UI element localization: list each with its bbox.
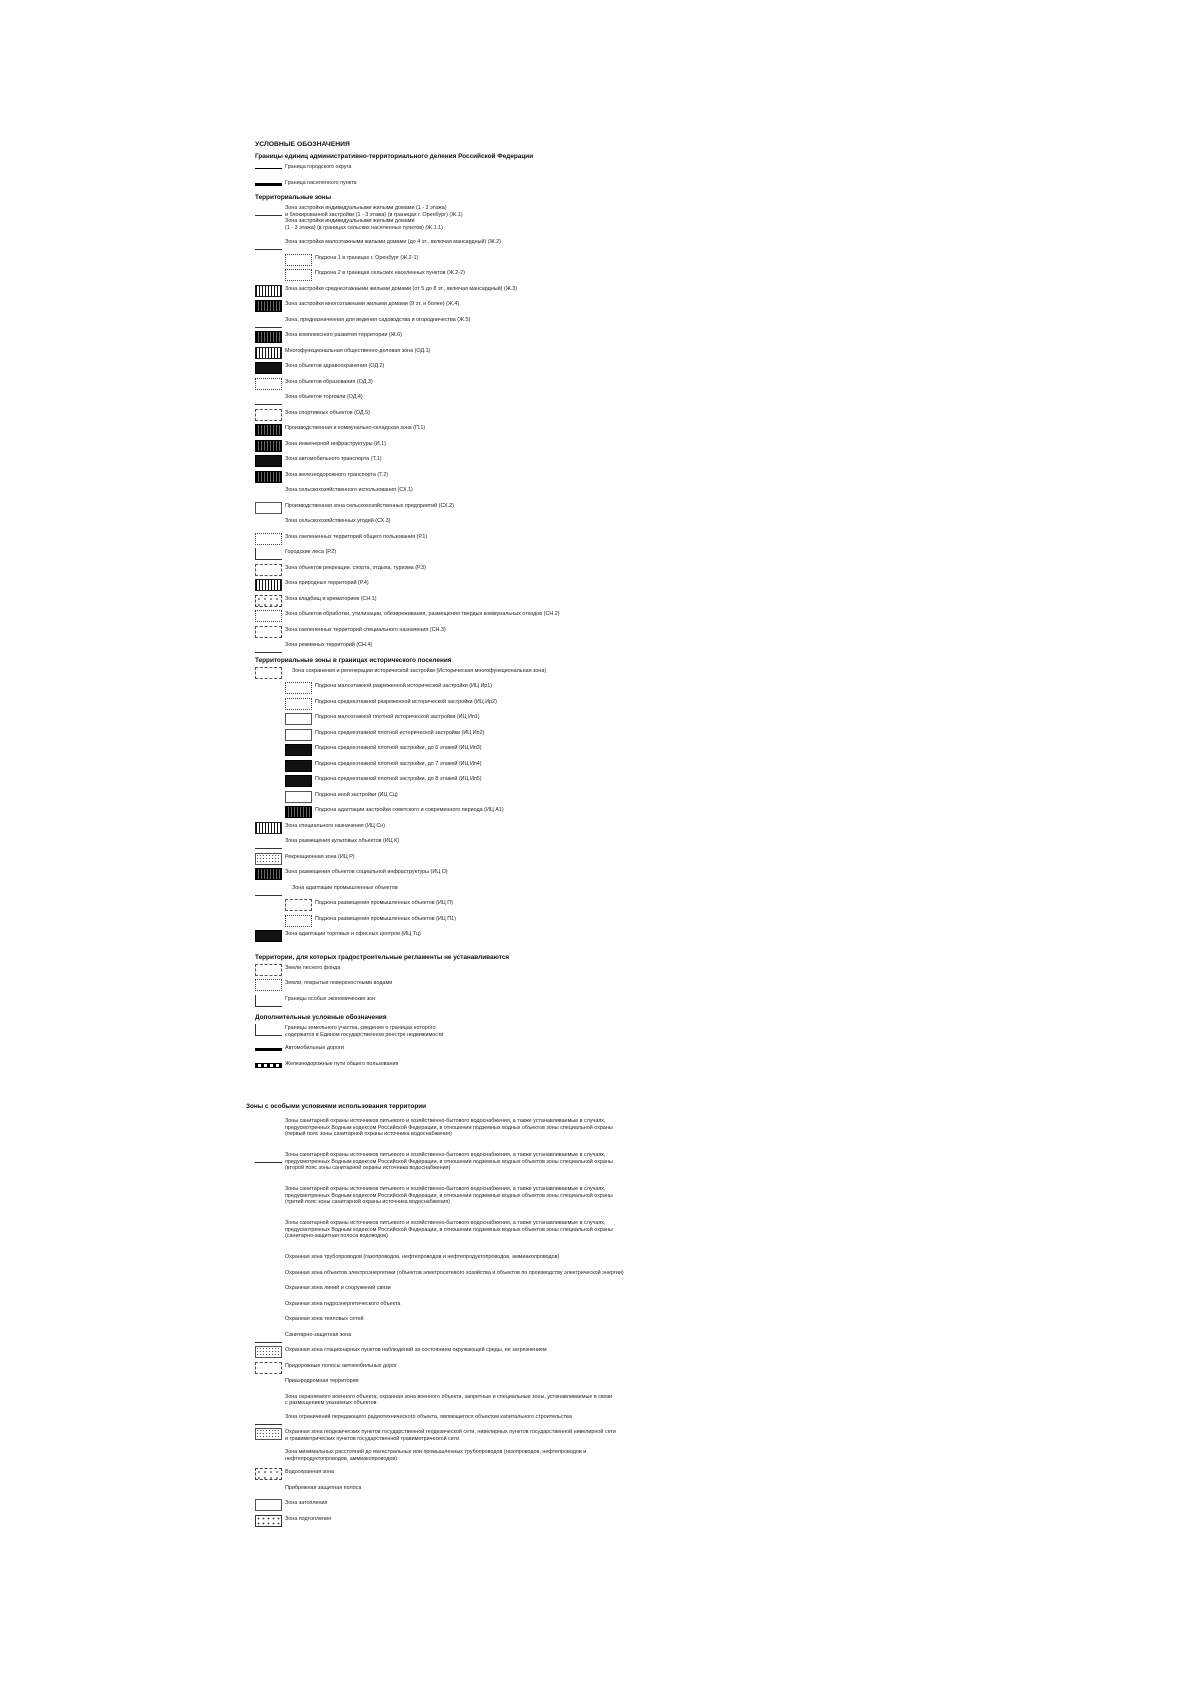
none-symbol-icon <box>255 1300 282 1312</box>
bracket-symbol-icon <box>255 548 282 560</box>
legend-item <box>255 624 975 640</box>
legend-item-label: Подзона размещения промышленных объектов (ИЦ П1) <box>315 915 456 922</box>
legend-item-label: Зоны санитарной охраны источников питьевого и хозяйственно-бытового водоснабжения, а также устанавливаемые в случаях, предусмотренных Водным кодексом Российской Федерации, в отношении подземных водных объектов зоны специальной охраны (санитарно-защитная полоса водоводов) <box>285 1220 613 1240</box>
legend-item <box>255 977 975 993</box>
special-zones-heading: Зоны с особыми условиями использования территории <box>246 1103 427 1110</box>
underline-symbol-icon <box>255 238 282 250</box>
legend-item <box>255 298 975 314</box>
legend-item-label: Зона минимальных расстояний до магистральных или промышленных трубопроводов (газопроводов, нефтепроводов и нефтепродуктопроводов, аммиакопроводов) <box>285 1449 587 1462</box>
legend-item-label: Зона адаптации торговых и офисных центров (ИЦ Тц) <box>285 931 421 937</box>
box-symbol-icon <box>285 729 312 741</box>
legend-item <box>255 866 975 882</box>
legend-item <box>255 469 975 485</box>
legend-item <box>255 329 975 345</box>
legend-item-label: Охранная зона трубопроводов (газопроводов, нефтепроводов и нефтепродуктопроводов, аммиакопроводов) <box>285 1254 560 1260</box>
dot-symbol-icon <box>255 610 282 622</box>
legend-item-label: Рекреационная зона (ИЦ Р) <box>285 853 355 860</box>
legend-item-label: Границы особых экономических зон <box>285 995 376 1002</box>
line-dash-symbol-icon <box>255 168 282 169</box>
legend-item <box>255 928 975 944</box>
legend-item-label: Границы земельного участка, сведения о границах которого содержатся в Едином государственном реестре недвижимости <box>285 1025 444 1038</box>
legend-item-label: Подзона иной застройки (ИЦ Сц) <box>315 791 398 798</box>
legend-item-label: Зона застройки среднеэтажными жилыми домами (от 5 до 8 эт., включая мансардный) (Ж.3) <box>285 285 518 292</box>
legend-item-label: Подзона малоэтажной плотной исторической застройки (ИЦ Ип1) <box>315 714 480 720</box>
legend-item <box>255 283 975 299</box>
black-symbol-icon <box>285 744 312 756</box>
historic-zones-heading: Территориальные зоны в границах исторического поселения <box>255 656 452 664</box>
legend-item-label: Зона размещения культовых объектов (ИЦ К) <box>285 838 400 844</box>
underline-symbol-icon <box>255 393 282 405</box>
legend-item-label: Приаэродромная территория <box>285 1378 359 1384</box>
legend-item-label: Зона объектов торговли (ОД.4) <box>285 394 363 400</box>
legend-item <box>255 835 975 851</box>
special-zones-list <box>255 1115 975 1528</box>
underline-symbol-icon <box>255 884 282 896</box>
legend-item <box>255 1217 975 1251</box>
dot-symbol-icon <box>285 269 312 281</box>
legend-item <box>255 577 975 593</box>
legend-item-label: Производственная зона сельскохозяйственных предприятий (СХ.2) <box>285 502 454 509</box>
legend-item <box>255 1497 975 1513</box>
legend-item-label: Зона охраняемого военного объекта, охранная зона военного объекта, запретные и специальные зоны, устанавливаемые в связи с размещением указанных объектов <box>285 1393 613 1407</box>
legend-item <box>255 1446 975 1466</box>
legend-item <box>255 252 975 268</box>
legend-item <box>255 680 975 696</box>
legend-item-label: Городские леса (Р.2) <box>285 549 337 555</box>
legend-item-label: Зона железнодорожного транспорта (Т.2) <box>285 471 389 478</box>
legend-item-label: Зона, предназначенная для ведения садоводства и огородничества (Ж.5) <box>285 316 471 323</box>
underline-symbol-icon <box>255 837 282 849</box>
none-symbol-icon <box>255 1284 282 1296</box>
legend-item-label: Зона объектов образования (ОД.3) <box>285 378 373 385</box>
legend-item-label: Железнодорожные пути общего пользования <box>285 1060 399 1067</box>
legend-item <box>255 1344 975 1360</box>
legend-item <box>255 1298 975 1314</box>
legend-item-label: Зона режимных территорий (СН.4) <box>285 642 373 648</box>
legend-item <box>255 608 975 624</box>
territorial-zones-heading: Территориальные зоны <box>255 194 332 201</box>
legend-item <box>255 236 975 252</box>
legend-item <box>255 913 975 929</box>
legend-item-label: Охранная зона стационарных пунктов наблюдений за состоянием окружающей среды, ее загрязнением <box>285 1347 547 1353</box>
bracket-symbol-icon <box>255 995 282 1007</box>
legend-item <box>255 773 975 789</box>
line-thick-symbol-icon <box>255 183 282 186</box>
legend-item <box>255 1042 975 1058</box>
legend-item-label: Зона размещения объектов социальной инфраструктуры (ИЦ О) <box>285 869 448 875</box>
none-symbol-icon <box>255 517 282 529</box>
rail-symbol-icon <box>255 1063 282 1068</box>
legend-item-label: Земли, покрытые поверхностными водами <box>285 980 393 986</box>
stip-symbol-icon <box>255 1346 282 1358</box>
legend-item <box>255 360 975 376</box>
legend-item-label: Подзона 2 в границах сельских населенных пунктов (Ж.2-2) <box>315 270 465 276</box>
underline-symbol-icon <box>255 641 282 653</box>
black-symbol-icon <box>255 455 282 467</box>
black-symbol-icon <box>285 775 312 787</box>
legend-item-label: Придорожные полосы автомобильных дорог <box>285 1362 398 1369</box>
none-symbol-icon <box>255 1117 282 1129</box>
boxdots-symbol-icon <box>255 1515 282 1527</box>
dot-symbol-icon <box>285 682 312 694</box>
legend-item-label: Санитарно-защитная зона <box>285 1331 352 1338</box>
legend-item-label: Подзона среднеэтажной плотной застройки, до 8 этажей (ИЦ Ип5) <box>315 776 482 782</box>
grid-symbol-icon <box>255 285 282 297</box>
dash-symbol-icon <box>255 1362 282 1374</box>
legend-item-label: Многофункциональная общественно-деловая зона (ОД.1) <box>285 347 431 354</box>
legend-item-label: Автомобильные дороги <box>285 1045 344 1051</box>
legend-item <box>255 696 975 712</box>
legend-item-label: Зона кладбищ и крематориев (СН.1) <box>285 595 377 602</box>
legend-item-label: Прибрежная защитная полоса <box>285 1484 362 1491</box>
legend-item <box>255 546 975 562</box>
underline-symbol-icon <box>255 1413 282 1425</box>
legend-item <box>255 1149 975 1183</box>
legend-item <box>255 1282 975 1298</box>
legend-item <box>255 1482 975 1498</box>
legend-item <box>255 1058 975 1074</box>
dense-symbol-icon <box>255 440 282 452</box>
legend-item-label: Зоны санитарной охраны источников питьевого и хозяйственно-бытового водоснабжения, а также устанавливаемые в случаях, предусмотренных Водным кодексом Российской Федерации, в отношении подземных водных объектов зоны специальной охраны (первый пояс зоны санитарной охраны источника водоснабжения) <box>285 1118 613 1138</box>
legend-item-label: Зона комплексного развития территории (Ж.6) <box>285 332 402 338</box>
none-symbol-icon <box>255 1448 282 1460</box>
grid-symbol-icon <box>255 579 282 591</box>
legend-item <box>255 161 975 177</box>
dash-symbol-icon <box>255 409 282 421</box>
dense-symbol-icon <box>285 806 312 818</box>
legend-item <box>255 1466 975 1482</box>
dash-symbol-icon <box>285 899 312 911</box>
legend-item-label: Зона застройки многоэтажными жилыми домами (9 эт. и более) (Ж.4) <box>285 301 460 307</box>
none-symbol-icon <box>255 1219 282 1231</box>
historic-zones-list <box>255 665 975 944</box>
plus-symbol-icon <box>255 595 282 607</box>
legend-item-label: Подзона среднеэтажной плотной застройки, до 6 этажей (ИЦ Ип3) <box>315 745 482 751</box>
legend-item-label: Зона объектов обработки, утилизации, обезвреживания, размещения твердых коммунальных отходов (СН.2) <box>285 611 560 617</box>
underline-symbol-icon <box>255 316 282 328</box>
legend-item <box>255 1115 975 1149</box>
legend-item-label: Зона специального назначения (ИЦ Сн) <box>285 822 385 829</box>
line-thick-symbol-icon <box>255 1048 282 1051</box>
legend-item <box>255 1183 975 1217</box>
legend-item <box>255 202 975 236</box>
legend-item-label: Производственная и коммунально-складская зона (П.1) <box>285 425 426 431</box>
legend-item <box>255 562 975 578</box>
no-regulation-list <box>255 962 975 1009</box>
admin-heading: Границы единиц административно-территориального деления Российской Федерации <box>255 153 534 160</box>
dot-symbol-icon <box>255 378 282 390</box>
legend-item <box>255 500 975 516</box>
legend-item-label: Зона спортивных объектов (ОД.5) <box>285 409 370 416</box>
legend-item <box>255 993 975 1009</box>
none-symbol-icon <box>255 1185 282 1197</box>
none-symbol-icon <box>255 1393 282 1405</box>
legend-item-label: Зона адаптации промышленных объектов <box>292 884 398 891</box>
legend-item-label: Зона автомобильного транспорта (Т.1) <box>285 456 382 462</box>
dense-symbol-icon <box>255 868 282 880</box>
stip-symbol-icon <box>255 853 282 865</box>
underline-symbol-icon <box>255 1151 282 1163</box>
legend-item-label: Зона сельскохозяйственных угодий (СХ.3) <box>285 518 391 524</box>
dot-symbol-icon <box>255 533 282 545</box>
none-symbol-icon <box>255 1253 282 1265</box>
legend-item <box>255 1426 975 1446</box>
no-regulation-heading: Территории, для которых градостроительные регламенты не устанавливаются <box>255 953 510 961</box>
grid-symbol-icon <box>255 822 282 834</box>
dense-symbol-icon <box>255 424 282 436</box>
plus-symbol-icon <box>255 1468 282 1480</box>
legend-item <box>255 1375 975 1391</box>
legend-item-label: Зоны санитарной охраны источников питьевого и хозяйственно-бытового водоснабжения, а также устанавливаемые в случаях, предусмотренных Водным кодексом Российской Федерации, в отношении подземных водных объектов зоны специальной охраны (второй пояс зоны санитарной охраны источника водоснабжения) <box>285 1152 613 1172</box>
legend-item <box>255 376 975 392</box>
legend-item-label: Охранная зона объектов электроэнергетики (объектов электросетевого хозяйства и объектов по производству электрической энергии) <box>285 1269 624 1276</box>
dense-symbol-icon <box>255 331 282 343</box>
none-symbol-icon <box>255 1377 282 1389</box>
dot-symbol-icon <box>285 915 312 927</box>
legend-item <box>255 593 975 609</box>
legend-item <box>255 665 975 681</box>
legend-item-label: Зона природных территорий (Р.4) <box>285 580 369 586</box>
territorial-zones-list <box>255 202 975 655</box>
legend-item <box>255 851 975 867</box>
legend-item-label: Земли лесного фонда <box>285 964 341 971</box>
legend-item-label: Водоохранная зона <box>285 1469 334 1475</box>
additional-symbols-list <box>255 1022 975 1073</box>
box-symbol-icon <box>255 502 282 514</box>
legend-item <box>255 962 975 978</box>
dash-symbol-icon <box>255 626 282 638</box>
none-symbol-icon <box>255 486 282 498</box>
black-symbol-icon <box>285 760 312 772</box>
none-symbol-icon <box>255 1484 282 1496</box>
legend-item <box>255 897 975 913</box>
dash-symbol-icon <box>255 964 282 976</box>
legend-item <box>255 515 975 531</box>
legend-item <box>255 1251 975 1267</box>
legend-item <box>255 742 975 758</box>
legend-item-label: Зона озелененных территорий общего пользования (Р.1) <box>285 533 428 540</box>
legend-item <box>255 438 975 454</box>
legend-item-label: Охранная зона тепловых сетей <box>285 1316 364 1322</box>
legend-item-label: Зона застройки индивидуальными жилыми домами (1 - 3 этажа) и блокированной застройки (1 - 3 этажа) (в границах г. Оренбург) (Ж.1) Зона застройки индивидуальными жилыми домами (1 - 3 этажа) (в границах сельских населенных пунктов) (Ж.1.1) <box>285 205 463 231</box>
legend-item <box>255 484 975 500</box>
legend-item <box>255 820 975 836</box>
legend-item <box>255 531 975 547</box>
none-symbol-icon <box>255 1315 282 1327</box>
legend-item-label: Подзона среднеэтажной плотной застройки, до 7 этажей (ИЦ Ип4) <box>315 760 482 767</box>
dash-symbol-icon <box>255 667 282 679</box>
legend-item-label: Зона сельскохозяйственного использования (СХ.1) <box>285 487 413 493</box>
legend-item <box>255 267 975 283</box>
dash-symbol-icon <box>255 564 282 576</box>
box-symbol-icon <box>285 713 312 725</box>
legend-item-label: Зона озелененных территорий специального назначения (СН.3) <box>285 626 446 633</box>
legend-item <box>255 345 975 361</box>
legend-item-label: Зона затопления <box>285 1500 328 1506</box>
legend-item <box>255 1513 975 1529</box>
legend-item-label: Зона сохранения и регенерации исторической застройки (Историческая многофункциональная зона) <box>292 667 547 674</box>
black-symbol-icon <box>255 930 282 942</box>
legend-item <box>255 1267 975 1283</box>
bracket-symbol-icon <box>255 1024 282 1036</box>
legend-item-label: Подзона среднеэтажной разреженной исторической застройки (ИЦ Ир2) <box>315 698 497 705</box>
legend-item <box>255 1391 975 1411</box>
legend-item-label: Подзона адаптации застройки советского и современного периода (ИЦ А1) <box>315 807 504 813</box>
legend-item-label: Зона ограничений передающего радиотехнического объекта, являющегося объектом капитального строительства <box>285 1413 572 1420</box>
legend-item-label: Зоны санитарной охраны источников питьевого и хозяйственно-бытового водоснабжения, а также устанавливаемые в случаях, предусмотренных Водным кодексом Российской Федерации, в отношении подземных водных объектов зоны специальной охраны (третий пояс зоны санитарной охраны источника водоснабжения) <box>285 1186 613 1206</box>
legend-item <box>255 422 975 438</box>
dot-symbol-icon <box>285 698 312 710</box>
legend-item-label: Подзона 1 в границах г. Оренбург (Ж.2-1) <box>315 254 419 261</box>
legend-item-label: Охранная зона гидроэнергетического объекта <box>285 1300 401 1307</box>
dot-symbol-icon <box>255 979 282 991</box>
legend-item <box>255 1329 975 1345</box>
dot-symbol-icon <box>285 254 312 266</box>
box-symbol-icon <box>255 1499 282 1511</box>
legend-item <box>255 453 975 469</box>
stip-symbol-icon <box>255 1428 282 1440</box>
legend-item <box>255 1022 975 1042</box>
legend-item-label: Зона инженерной инфраструктуры (И.1) <box>285 440 386 447</box>
dense-symbol-icon <box>255 300 282 312</box>
legend-item <box>255 882 975 898</box>
underline-symbol-icon <box>255 204 282 216</box>
dense-symbol-icon <box>255 471 282 483</box>
legend-item-label: Охранная зона линий и сооружений связи <box>285 1285 391 1291</box>
legend-item-label: Зона объектов здравоохранения (ОД.2) <box>285 363 385 369</box>
map-legend <box>246 141 975 1528</box>
legend-item-label: Граница населенного пункта <box>285 179 357 186</box>
black-symbol-icon <box>255 362 282 374</box>
legend-item <box>255 789 975 805</box>
grid-symbol-icon <box>255 347 282 359</box>
legend-item <box>255 727 975 743</box>
legend-item <box>255 758 975 774</box>
box-symbol-icon <box>285 791 312 803</box>
legend-item-label: Зона объектов рекреации, спорта, отдыха, туризма (Р.3) <box>285 564 426 571</box>
legend-item <box>255 177 975 193</box>
additional-symbols-heading: Дополнительные условные обозначения <box>255 1014 387 1021</box>
legend-item <box>255 391 975 407</box>
legend-item <box>255 804 975 820</box>
legend-item <box>255 1360 975 1376</box>
legend-item-label: Подзона размещения промышленных объектов (ИЦ П) <box>315 900 453 906</box>
legend-item-label: Подзона малоэтажной разреженной исторической застройки (ИЦ Ир1) <box>315 683 493 689</box>
legend-item <box>255 711 975 727</box>
underline-symbol-icon <box>255 1331 282 1343</box>
legend-item-label: Охранная зона геодезических пунктов государственной геодезической сети, нивелирных пунктов государственной нивелирной сети и гравиметрических пунктов государственной гравиметрической сети <box>285 1429 616 1442</box>
legend-item <box>255 639 975 655</box>
legend-item <box>255 314 975 330</box>
legend-item <box>255 407 975 423</box>
legend-item-label: Подзона среднеэтажной плотной исторической застройки (ИЦ Ип2) <box>315 729 485 736</box>
admin-list <box>255 161 975 192</box>
legend-item-label: Зона застройки малоэтажными жилыми домами (до 4 эт., включая мансардный) (Ж.2) <box>285 239 501 245</box>
legend-title: УСЛОВНЫЕ ОБОЗНАЧЕНИЯ <box>255 141 350 148</box>
legend-item-label: Зона подтопления <box>285 1515 332 1522</box>
none-symbol-icon <box>255 1269 282 1281</box>
legend-item <box>255 1313 975 1329</box>
legend-item-label: Граница городского округа <box>285 164 352 170</box>
legend-item <box>255 1411 975 1427</box>
